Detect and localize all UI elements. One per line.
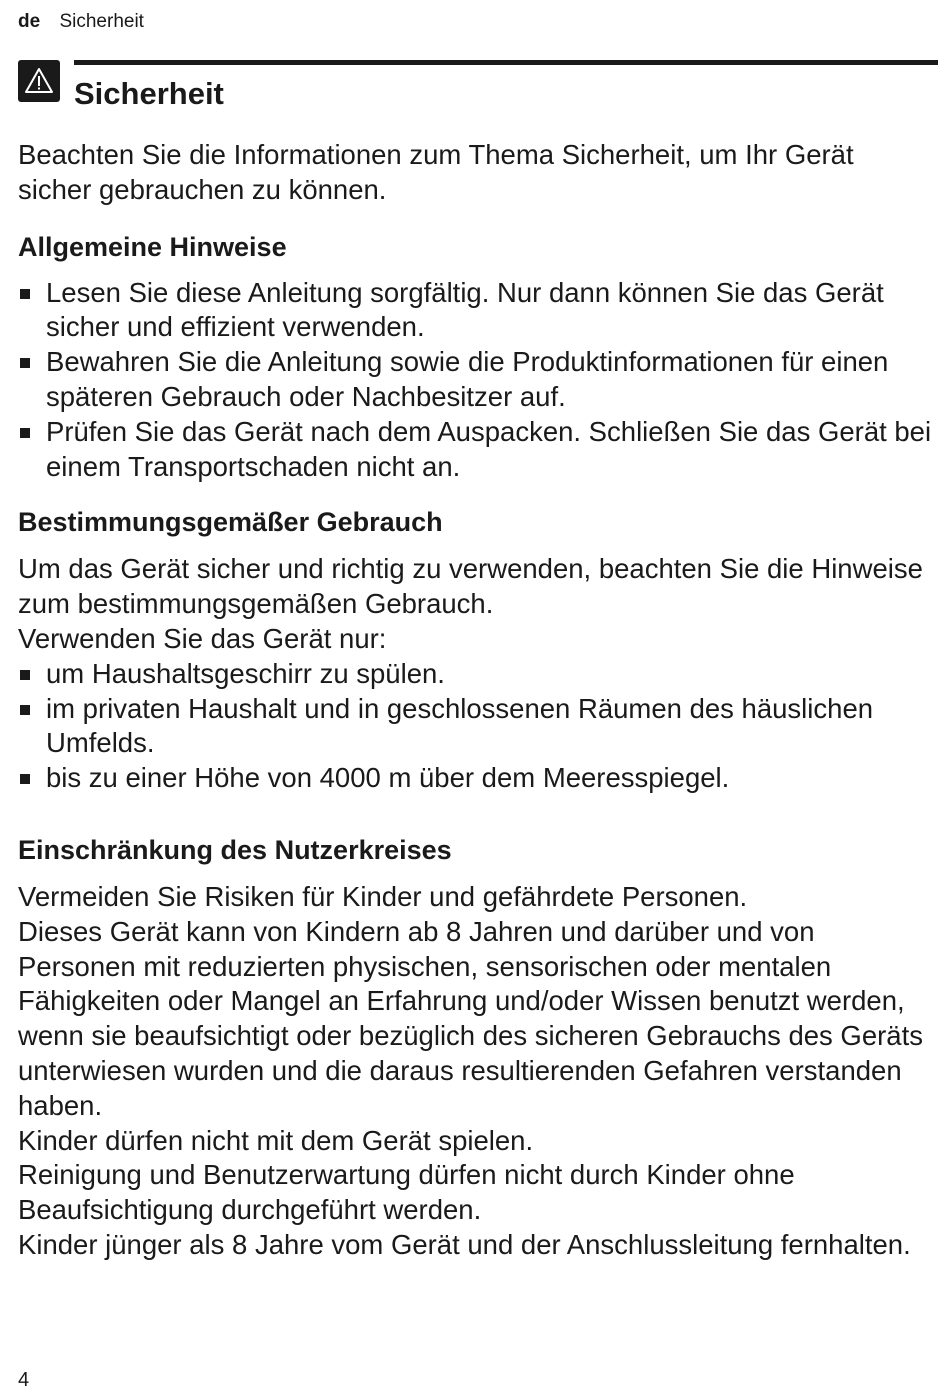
list-item-text: Prüfen Sie das Gerät nach dem Auspacken. Schließen Sie das Gerät bei einem Transportschaden nicht an. [46,415,932,482]
bullet-icon [20,774,30,784]
list-item-text: bis zu einer Höhe von 4000 m über dem Meeresspiegel. [46,762,730,794]
language-code: de [18,11,41,32]
user-restriction-paragraph: Reinigung und Benutzerwartung dürfen nicht durch Kinder ohne Beaufsichtigung durchgeführt werden. [18,1159,795,1226]
section-rule [74,60,938,65]
bullet-icon [20,670,30,680]
bullet-icon [20,705,30,715]
list-item [18,415,933,485]
bullet-icon [20,428,30,438]
intended-use-heading: Bestimmungsgemäßer Gebrauch [18,507,443,538]
list-item-text: im privaten Haushalt und in geschlossenen Räumen des häuslichen Umfelds. [46,692,874,759]
user-restriction-paragraph: Vermeiden Sie Risiken für Kinder und gefährdete Personen. [18,880,748,912]
general-heading: Allgemeine Hinweise [18,231,287,262]
bullet-icon [20,358,30,368]
user-restriction-paragraph: Dieses Gerät kann von Kindern ab 8 Jahren und darüber und von Personen mit reduzierten physischen, sensorischen oder mentalen Fähigkeiten oder Mangel an Erfahrung und/oder Wissen benutzt werden, wenn sie beaufsichtigt oder bezüglich des sicheren Gebrauchs des Geräts unterwiesen wurden und die daraus resultierenden Gefahren verstanden haben. [18,915,923,1121]
intended-use-list [18,657,933,796]
warning-triangle-icon [18,60,60,102]
section-header [18,60,938,110]
page-number: 4 [18,1369,30,1391]
list-item-text: Lesen Sie diese Anleitung sorgfältig. Nur dann können Sie das Gerät sicher und effizient verwenden. [46,276,884,343]
user-restriction-paragraph: Kinder jünger als 8 Jahre vom Gerät und der Anschlussleitung fernhalten. [18,1228,911,1260]
user-restriction-paragraph: Kinder dürfen nicht mit dem Gerät spielen. [18,1124,534,1156]
list-item [18,345,933,415]
intended-use-lead: Verwenden Sie das Gerät nur: [18,622,387,654]
list-item [18,657,933,692]
running-header-section: Sicherheit [59,11,144,32]
content [18,138,933,1263]
user-restriction-heading: Einschränkung des Nutzerkreises [18,834,452,865]
intended-use-paragraph: Um das Gerät sicher und richtig zu verwenden, beachten Sie die Hinweise zum bestimmungsgemäßen Gebrauch. [18,553,923,620]
intro-paragraph: Beachten Sie die Informationen zum Thema Sicherheit, um Ihr Gerät sicher gebrauchen zu können. [18,139,854,205]
list-item [18,276,933,346]
list-item-text: Bewahren Sie die Anleitung sowie die Produktinformationen für einen späteren Gebrauch oder Nachbesitzer auf. [46,346,889,412]
general-list [18,276,933,485]
list-item [18,692,933,762]
list-item-text: um Haushaltsgeschirr zu spülen. [46,657,445,689]
running-header [18,10,144,34]
bullet-icon [20,289,30,299]
list-item [18,761,933,796]
page-title: Sicherheit [74,76,224,111]
